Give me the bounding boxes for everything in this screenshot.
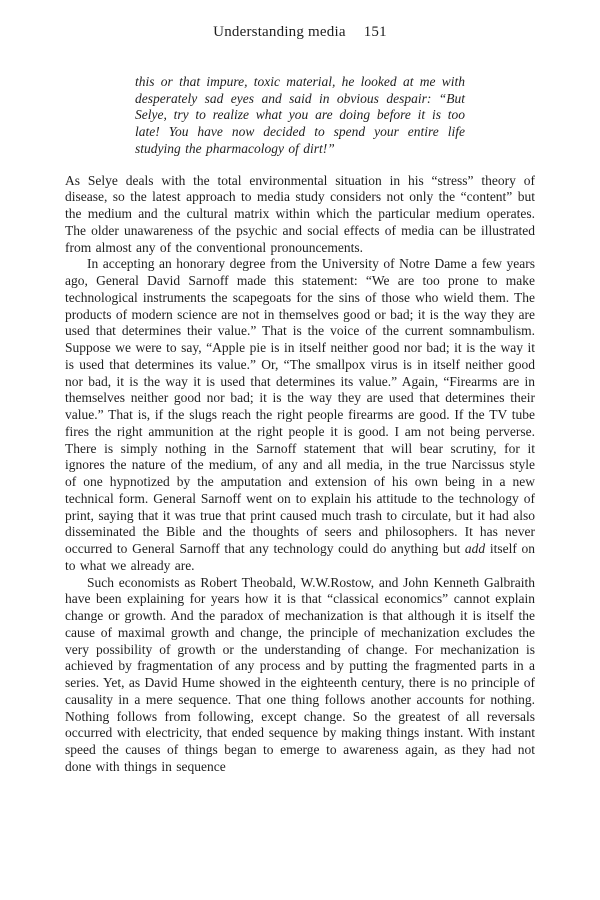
running-header-title: Understanding media	[213, 24, 346, 40]
paragraph-3: Such economists as Robert Theobald, W.W.Rostow, and John Kenneth Galbraith have been explaining for years how it is that “classical economics” cannot explain change or growth. And the paradox of mechanization is that although it is itself the cause of maximal growth and change, the principle of mechanization excludes the very possibility of growth or the understanding of change. For mechanization is achieved by fragmentation of any process and by putting the fragmented parts in a series. Yet, as David Hume showed in the eighteenth century, there is no principle of causality in a mere sequence. That one thing follows another accounts for nothing. Nothing follows from following, except change. So the greatest of all reversals occurred with electricity, that ended sequence by making things instant. With instant speed the causes of things began to emerge to awareness again, as they had not done with things in sequence	[65, 574, 535, 774]
page-number: 151	[363, 24, 387, 40]
paragraph-2	[65, 256, 535, 574]
paragraph-1: As Selye deals with the total environmental situation in his “stress” theory of disease, so the latest approach to media study considers not only the “content” but the medium and the cultural matrix within which the particular medium operates. The older unawareness of the psychic and social effects of media can be illustrated from almost any of the conventional pronouncements.	[65, 172, 535, 255]
body-text	[65, 173, 535, 776]
paragraph-2-italic-word: add	[464, 541, 486, 557]
epigraph-quote: this or that impure, toxic material, he looked at me with desperately sad eyes and said in obvious despair: “But Selye, try to realize what you are doing before it is too late! You have now decided to spend your entire life studying the pharmacology of dirt!”	[135, 74, 465, 156]
paragraph-2-text-start: In accepting an honorary degree from the University of Notre Dame a few years ago, General David Sarnoff made this statement: “We are too prone to make technological instruments the scapegoats for the sins of those who wield them. The products of modern science are not in themselves good or bad; it is the way they are used that determines their value.” That is the voice of the current somnambulism. Suppose we were to say, “Apple pie is in itself neither good nor bad; it is the way it is used that determines its value.” Or, “The smallpox virus is in itself neither good nor bad, it is the way it is used that determines its value.” Again, “Firearms are in themselves neither good nor bad; it is the way they are used that determines their value.” That is, if the slugs reach the right people firearms are good. If the TV tube fires the right ammunition at the right people it is good. I am not being perverse. There is simply nothing in the Sarnoff statement that will bear scrutiny, for it ignores the nature of the medium, of any and all media, in the true Narcissus style of one hypnotized by the amputation and extension of his own being in a new technical form. General Sarnoff went on to explain his attitude to the technology of print, saying that it was true that print caused much trash to circulate, but it had also disseminated the Bible and the thoughts of seers and philosophers. It has never occurred to General Sarnoff that any technology could do anything but	[65, 256, 535, 557]
paragraph-2-text-end: itself on to what we already are.	[65, 541, 535, 573]
running-header	[0, 0, 600, 41]
